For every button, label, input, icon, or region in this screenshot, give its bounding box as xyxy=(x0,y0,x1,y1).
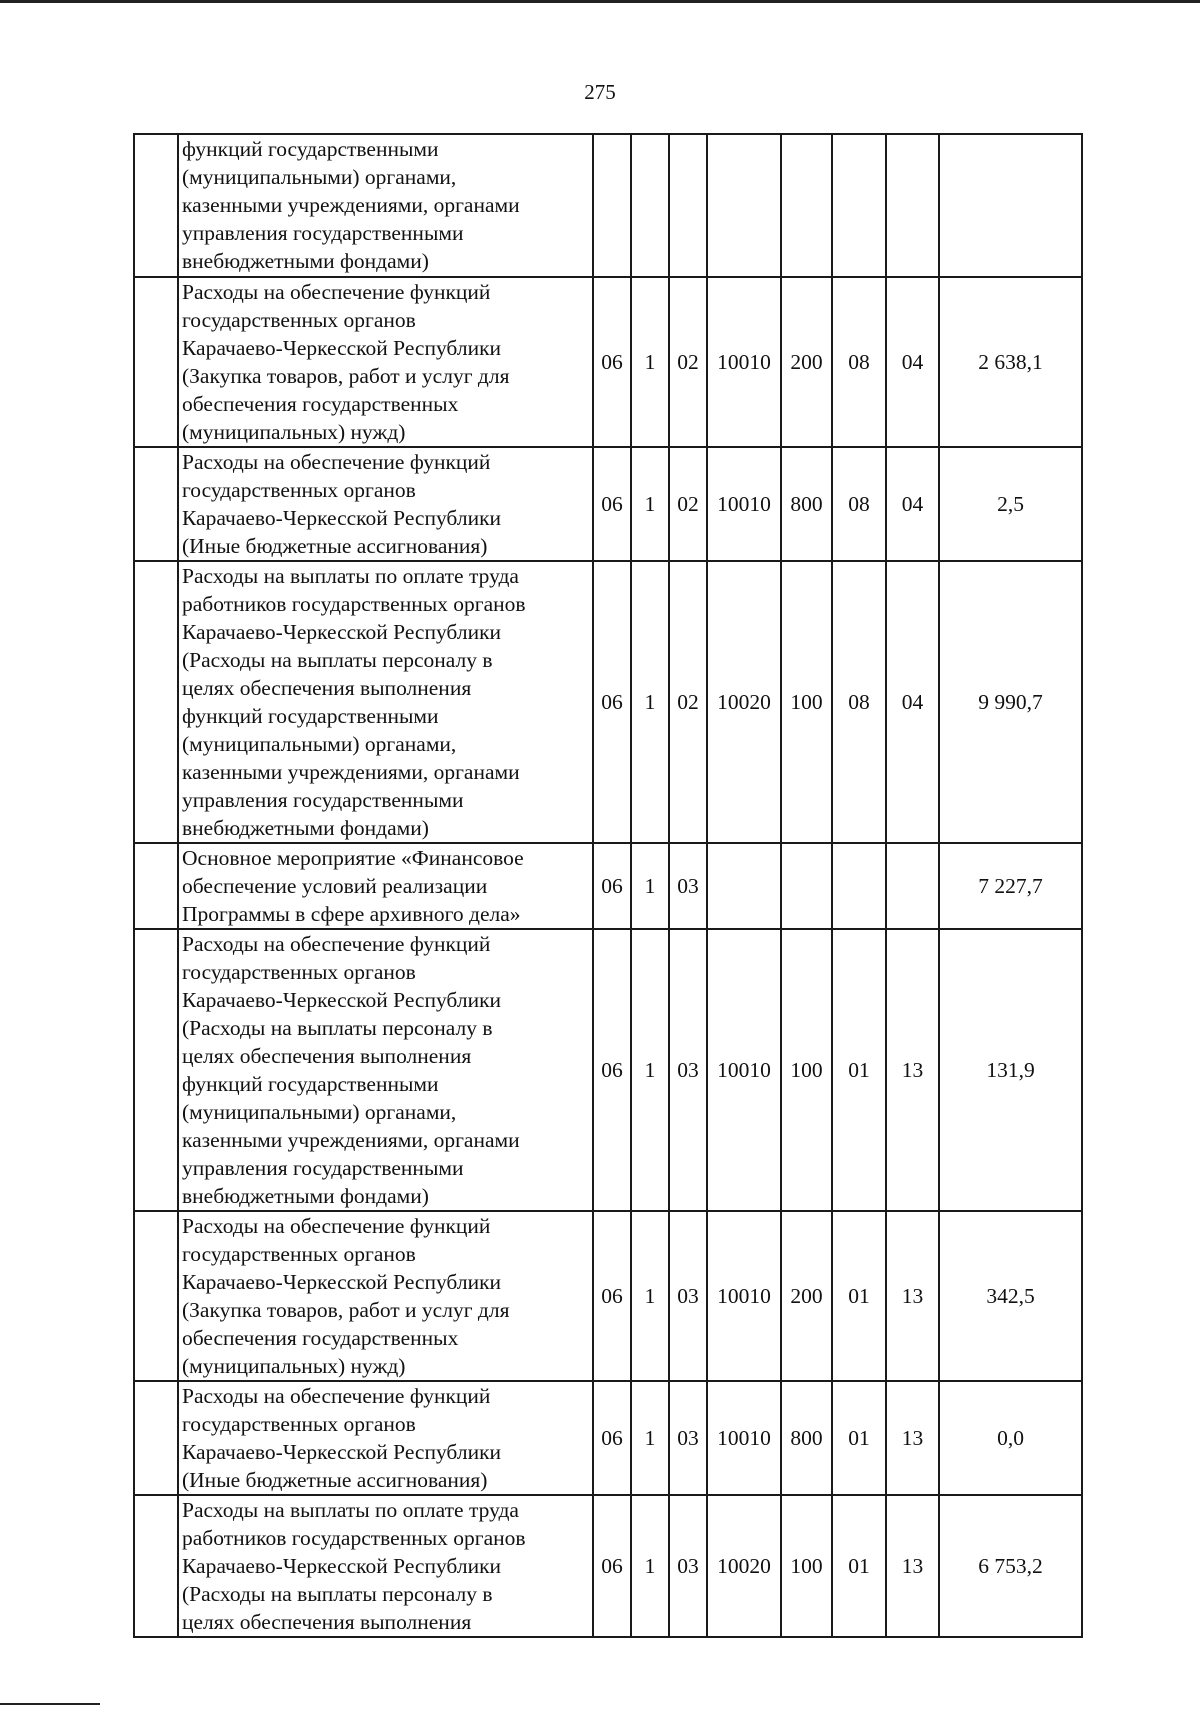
amount-cell: 6 753,2 xyxy=(939,1495,1082,1637)
expense-name-line: функций государственными xyxy=(182,704,439,728)
row-number-cell xyxy=(134,447,178,561)
expense-name-line: (муниципальных) нужд) xyxy=(182,1354,406,1378)
expense-name-cell xyxy=(178,843,593,929)
code-section-cell: 01 xyxy=(832,1211,886,1381)
table-row xyxy=(134,929,1082,1211)
code-subsection-cell: 04 xyxy=(886,277,939,447)
code-expense-type-cell: 800 xyxy=(781,447,832,561)
expense-name-line: Расходы на выплаты по оплате труда xyxy=(182,564,519,588)
expense-name-line: государственных органов xyxy=(182,1242,416,1266)
code-column-2-cell: 1 xyxy=(631,929,669,1211)
code-target-article-cell: 10020 xyxy=(707,1495,781,1637)
code-column-3-cell: 03 xyxy=(669,1211,707,1381)
code-section-cell: 08 xyxy=(832,447,886,561)
expense-name-cell xyxy=(178,447,593,561)
code-target-article-cell xyxy=(707,843,781,929)
expense-name-line: Карачаево-Черкесской Республики xyxy=(182,336,502,360)
expense-name-cell xyxy=(178,929,593,1211)
code-column-2-cell: 1 xyxy=(631,561,669,843)
code-column-3-cell: 02 xyxy=(669,447,707,561)
code-subsection-cell: 04 xyxy=(886,561,939,843)
expense-name-line: (муниципальных) нужд) xyxy=(182,420,406,444)
expense-name-line: управления государственными xyxy=(182,788,464,812)
expense-name-line: (Иные бюджетные ассигнования) xyxy=(182,1468,488,1492)
code-column-1-cell: 06 xyxy=(593,1495,631,1637)
expense-name-line: Карачаево-Черкесской Республики xyxy=(182,1270,502,1294)
expense-name-line: казенными учреждениями, органами xyxy=(182,1128,520,1152)
code-expense-type-cell: 100 xyxy=(781,929,832,1211)
expense-name-line: обеспечение условий реализации xyxy=(182,874,488,898)
code-column-2-cell: 1 xyxy=(631,843,669,929)
page-number: 275 xyxy=(584,80,616,104)
expense-name-line: (Расходы на выплаты персоналу в xyxy=(182,1016,493,1040)
expense-name-line: (муниципальными) органами, xyxy=(182,1100,457,1124)
code-expense-type-cell: 100 xyxy=(781,561,832,843)
code-column-2-cell: 1 xyxy=(631,1381,669,1495)
code-expense-type-cell xyxy=(781,843,832,929)
code-section-cell: 08 xyxy=(832,561,886,843)
code-section-cell: 01 xyxy=(832,1381,886,1495)
code-subsection-cell xyxy=(886,134,939,277)
code-column-2-cell: 1 xyxy=(631,1211,669,1381)
footnote-line xyxy=(0,1703,100,1705)
expense-name-line: функций государственными xyxy=(182,1072,439,1096)
code-subsection-cell xyxy=(886,843,939,929)
row-number-cell xyxy=(134,277,178,447)
amount-cell: 0,0 xyxy=(939,1381,1082,1495)
expense-name-line: внебюджетными фондами) xyxy=(182,249,429,273)
code-column-1-cell: 06 xyxy=(593,1211,631,1381)
table-row xyxy=(134,447,1082,561)
expense-name-line: (муниципальными) органами, xyxy=(182,165,457,189)
expense-name-line: (Расходы на выплаты персоналу в xyxy=(182,648,493,672)
expense-name-cell xyxy=(178,561,593,843)
table-row xyxy=(134,1381,1082,1495)
code-expense-type-cell: 800 xyxy=(781,1381,832,1495)
expense-name-line: казенными учреждениями, органами xyxy=(182,193,520,217)
expense-name-line: работников государственных органов xyxy=(182,1526,526,1550)
expense-name-line: государственных органов xyxy=(182,1412,416,1436)
expense-name-cell xyxy=(178,277,593,447)
code-expense-type-cell: 200 xyxy=(781,1211,832,1381)
expense-name-line: Карачаево-Черкесской Республики xyxy=(182,620,502,644)
code-column-2-cell: 1 xyxy=(631,1495,669,1637)
code-column-1-cell: 06 xyxy=(593,929,631,1211)
table-row xyxy=(134,843,1082,929)
expense-name-line: внебюджетными фондами) xyxy=(182,816,429,840)
expense-name-line: целях обеспечения выполнения xyxy=(182,1610,472,1634)
code-subsection-cell: 13 xyxy=(886,929,939,1211)
table-row xyxy=(134,561,1082,843)
expense-name-line: внебюджетными фондами) xyxy=(182,1184,429,1208)
expense-name-line: государственных органов xyxy=(182,308,416,332)
row-number-cell xyxy=(134,561,178,843)
row-number-cell xyxy=(134,929,178,1211)
expense-name-cell xyxy=(178,134,593,277)
code-expense-type-cell xyxy=(781,134,832,277)
expense-name-line: Расходы на обеспечение функций xyxy=(182,280,491,304)
row-number-cell xyxy=(134,1495,178,1637)
expense-name-line: Расходы на обеспечение функций xyxy=(182,932,491,956)
expense-name-line: Расходы на обеспечение функций xyxy=(182,1384,491,1408)
expense-name-line: Карачаево-Черкесской Республики xyxy=(182,1554,502,1578)
expense-name-line: государственных органов xyxy=(182,960,416,984)
code-target-article-cell: 10020 xyxy=(707,561,781,843)
code-column-1-cell: 06 xyxy=(593,447,631,561)
code-column-3-cell: 03 xyxy=(669,843,707,929)
code-subsection-cell: 04 xyxy=(886,447,939,561)
code-target-article-cell: 10010 xyxy=(707,1381,781,1495)
code-column-2-cell: 1 xyxy=(631,447,669,561)
code-column-1-cell: 06 xyxy=(593,561,631,843)
amount-cell: 9 990,7 xyxy=(939,561,1082,843)
expense-name-line: обеспечения государственных xyxy=(182,1326,459,1350)
code-target-article-cell: 10010 xyxy=(707,1211,781,1381)
code-target-article-cell: 10010 xyxy=(707,447,781,561)
amount-cell: 342,5 xyxy=(939,1211,1082,1381)
code-column-2-cell xyxy=(631,134,669,277)
expense-name-line: Карачаево-Черкесской Республики xyxy=(182,1440,502,1464)
expense-name-line: (Закупка товаров, работ и услуг для xyxy=(182,1298,510,1322)
code-column-3-cell: 03 xyxy=(669,1495,707,1637)
expense-name-cell xyxy=(178,1381,593,1495)
expense-name-cell xyxy=(178,1211,593,1381)
row-number-cell xyxy=(134,1211,178,1381)
code-subsection-cell: 13 xyxy=(886,1381,939,1495)
budget-table xyxy=(133,133,1083,1638)
table-row xyxy=(134,1211,1082,1381)
code-expense-type-cell: 100 xyxy=(781,1495,832,1637)
table-row xyxy=(134,1495,1082,1637)
code-column-1-cell: 06 xyxy=(593,843,631,929)
expense-name-line: Карачаево-Черкесской Республики xyxy=(182,988,502,1012)
table-row xyxy=(134,277,1082,447)
expense-name-line: Расходы на обеспечение функций xyxy=(182,450,491,474)
expense-name-line: (Закупка товаров, работ и услуг для xyxy=(182,364,510,388)
code-section-cell: 01 xyxy=(832,1495,886,1637)
expense-name-line: (Иные бюджетные ассигнования) xyxy=(182,534,488,558)
code-target-article-cell xyxy=(707,134,781,277)
code-section-cell xyxy=(832,134,886,277)
amount-cell: 2,5 xyxy=(939,447,1082,561)
amount-cell xyxy=(939,134,1082,277)
row-number-cell xyxy=(134,1381,178,1495)
code-section-cell xyxy=(832,843,886,929)
amount-cell: 131,9 xyxy=(939,929,1082,1211)
code-column-3-cell: 02 xyxy=(669,277,707,447)
table-body xyxy=(134,134,1082,1637)
table-row xyxy=(134,134,1082,277)
code-column-3-cell: 03 xyxy=(669,1381,707,1495)
expense-name-line: работников государственных органов xyxy=(182,592,526,616)
expense-name-line: Расходы на обеспечение функций xyxy=(182,1214,491,1238)
code-column-3-cell: 02 xyxy=(669,561,707,843)
expense-name-line: государственных органов xyxy=(182,478,416,502)
code-subsection-cell: 13 xyxy=(886,1211,939,1381)
expense-name-line: функций государственными xyxy=(182,137,439,161)
code-column-1-cell: 06 xyxy=(593,1381,631,1495)
code-column-2-cell: 1 xyxy=(631,277,669,447)
code-column-3-cell: 03 xyxy=(669,929,707,1211)
code-column-1-cell: 06 xyxy=(593,277,631,447)
amount-cell: 7 227,7 xyxy=(939,843,1082,929)
amount-cell: 2 638,1 xyxy=(939,277,1082,447)
code-subsection-cell: 13 xyxy=(886,1495,939,1637)
expense-name-line: Карачаево-Черкесской Республики xyxy=(182,506,502,530)
expense-name-line: Основное мероприятие «Финансовое xyxy=(182,846,524,870)
expense-name-line: обеспечения государственных xyxy=(182,392,459,416)
code-section-cell: 01 xyxy=(832,929,886,1211)
code-target-article-cell: 10010 xyxy=(707,277,781,447)
code-section-cell: 08 xyxy=(832,277,886,447)
expense-name-line: Расходы на выплаты по оплате труда xyxy=(182,1498,519,1522)
code-target-article-cell: 10010 xyxy=(707,929,781,1211)
expense-name-line: казенными учреждениями, органами xyxy=(182,760,520,784)
expense-name-line: управления государственными xyxy=(182,221,464,245)
row-number-cell xyxy=(134,843,178,929)
expense-name-line: Программы в сфере архивного дела» xyxy=(182,902,521,926)
code-column-1-cell xyxy=(593,134,631,277)
code-expense-type-cell: 200 xyxy=(781,277,832,447)
expense-name-line: управления государственными xyxy=(182,1156,464,1180)
code-column-3-cell xyxy=(669,134,707,277)
row-number-cell xyxy=(134,134,178,277)
expense-name-line: целях обеспечения выполнения xyxy=(182,1044,472,1068)
top-border-line xyxy=(0,0,1200,3)
expense-name-line: (муниципальными) органами, xyxy=(182,732,457,756)
expense-name-cell xyxy=(178,1495,593,1637)
expense-name-line: (Расходы на выплаты персоналу в xyxy=(182,1582,493,1606)
expense-name-line: целях обеспечения выполнения xyxy=(182,676,472,700)
